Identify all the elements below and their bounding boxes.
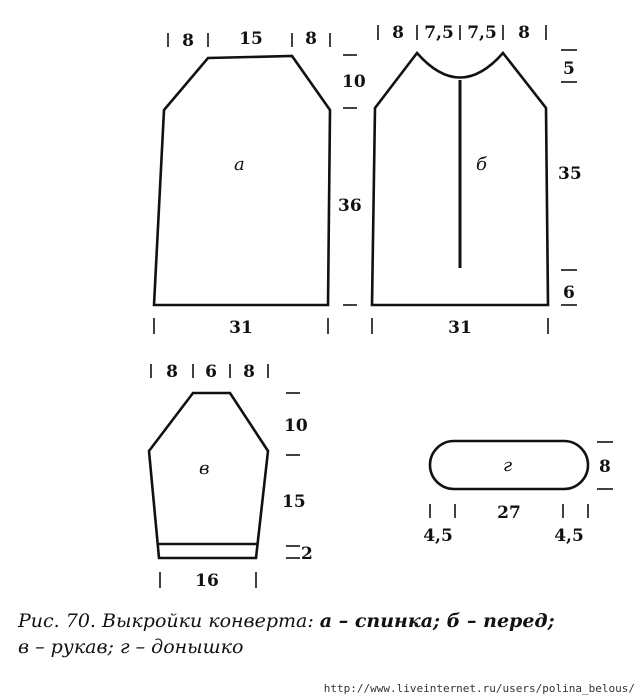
piece-b-top-dimension <box>378 23 546 43</box>
piece-b-top-dim-1: 8 <box>392 23 404 43</box>
piece-v-sleeve <box>149 362 313 591</box>
piece-b-front <box>372 23 582 338</box>
piece-v-bottom-dimension <box>160 571 256 591</box>
piece-v-right-dim-2: 15 <box>282 492 306 512</box>
piece-b-right-dimension <box>558 50 582 305</box>
piece-v-bottom-dim: 16 <box>195 571 219 591</box>
piece-b-bottom-dimension <box>372 318 548 338</box>
piece-a-bottom-dim: 31 <box>229 318 253 338</box>
piece-v-right-dimension <box>282 393 313 564</box>
piece-v-top-dimension <box>151 362 268 382</box>
caption-line-2: в – рукав; г – донышко <box>18 636 244 658</box>
piece-g-bottom-dim-3: 4,5 <box>554 526 584 546</box>
piece-a-right-dim-1: 10 <box>342 72 366 92</box>
piece-a-right-dim-2: 36 <box>338 196 362 216</box>
piece-b-right-dim-1: 5 <box>563 59 575 79</box>
piece-b-right-dim-3: 6 <box>563 283 575 303</box>
caption-pieces-ab: а – спинка; б – перед; <box>319 610 555 632</box>
piece-b-right-dim-2: 35 <box>558 164 582 184</box>
piece-g-label: г <box>503 455 513 476</box>
figure-caption <box>18 608 633 660</box>
piece-a-right-dimension <box>338 55 366 305</box>
caption-line-1 <box>18 608 633 634</box>
piece-v-right-dim-1: 10 <box>284 416 308 436</box>
piece-b-bottom-dim: 31 <box>448 318 472 338</box>
piece-v-label: в <box>199 458 210 479</box>
piece-a-top-dimension <box>168 29 330 51</box>
piece-b-top-dim-2: 7,5 <box>424 23 454 43</box>
piece-v-top-dim-2: 6 <box>205 362 217 382</box>
piece-g-right-dim: 8 <box>599 457 611 477</box>
piece-a-label: а <box>234 154 245 175</box>
piece-g-bottom-dim-2: 27 <box>497 503 521 523</box>
piece-g-bottom <box>423 441 613 546</box>
piece-g-bottom-dimension <box>423 503 588 546</box>
piece-v-top-dim-1: 8 <box>166 362 178 382</box>
watermark-url: http://www.liveinternet.ru/users/polina_belous/ <box>323 682 635 695</box>
piece-a-back <box>154 29 366 338</box>
piece-a-top-dim-1: 8 <box>182 31 194 51</box>
caption-prefix: Рис. 70. Выкройки конверта: <box>18 610 320 632</box>
piece-b-top-dim-4: 8 <box>518 23 530 43</box>
piece-b-label: б <box>476 154 487 175</box>
piece-a-top-dim-2: 15 <box>239 29 263 49</box>
piece-a-outline <box>154 56 330 305</box>
piece-v-right-dim-3: 2 <box>301 544 313 564</box>
piece-b-top-dim-3: 7,5 <box>467 23 497 43</box>
piece-v-top-dim-3: 8 <box>243 362 255 382</box>
piece-a-top-dim-3: 8 <box>305 29 317 49</box>
piece-g-right-dimension <box>597 442 613 489</box>
piece-a-bottom-dimension <box>154 318 328 338</box>
piece-g-bottom-dim-1: 4,5 <box>423 526 453 546</box>
